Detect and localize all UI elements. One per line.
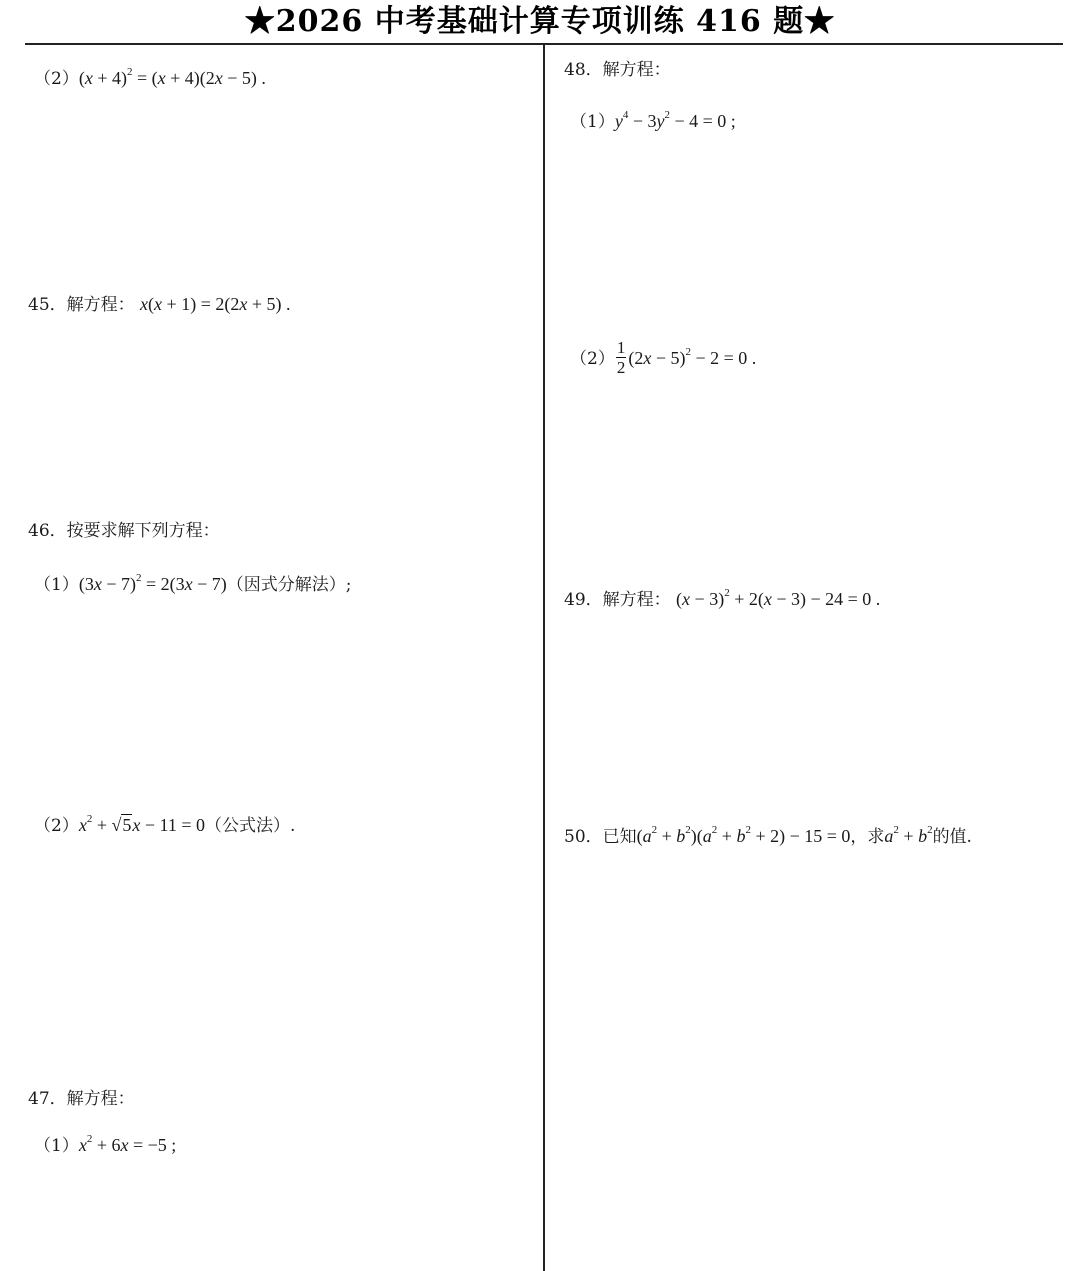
equation: $x^2 + √5x - 11 = 0$ bbox=[78, 813, 206, 835]
question-ask: ，求 bbox=[850, 827, 885, 847]
equation: $(x - 3)^2 + 2(x - 3) - 24 = 0$ . bbox=[676, 587, 881, 609]
column-divider bbox=[543, 45, 545, 1271]
question-number: 50． bbox=[564, 827, 603, 847]
question-number: 47． bbox=[28, 1089, 67, 1109]
question-number: 46． bbox=[28, 521, 67, 541]
part-label: （2） bbox=[34, 816, 79, 836]
question-48 bbox=[564, 58, 671, 82]
question-stem: 解方程： bbox=[602, 60, 671, 80]
method-note: （因式分解法）; bbox=[226, 575, 352, 595]
question-stem: 解方程： bbox=[66, 1089, 135, 1109]
question-number: 48． bbox=[564, 60, 603, 80]
part-label: （1） bbox=[34, 1136, 79, 1156]
q48-part2 bbox=[570, 340, 756, 379]
question-49 bbox=[564, 587, 880, 612]
q46-part1 bbox=[34, 572, 352, 597]
target-expression: $a^2 + b^2$ bbox=[884, 824, 933, 846]
equation: $y^4 - 3y^2 - 4 = 0$ ; bbox=[614, 109, 736, 131]
equation: $(a^2 + b^2)(a^2 + b^2 + 2) - 15 = 0$ bbox=[636, 824, 851, 846]
q46-part2 bbox=[34, 813, 295, 838]
fraction-one-half: $\frac{1}{2}$ bbox=[616, 338, 626, 377]
equation: $(3x - 7)^2 = 2(3x - 7)$ bbox=[78, 572, 227, 594]
part-label: （2） bbox=[34, 69, 79, 89]
method-note: （公式法）. bbox=[205, 816, 296, 836]
question-stem: 按要求解下列方程： bbox=[66, 521, 220, 541]
q47-part1 bbox=[34, 1133, 176, 1158]
question-46 bbox=[28, 519, 220, 543]
equation: $(x + 4)^2 = (x + 4)(2x - 5)$ . bbox=[78, 66, 266, 88]
equation: x(x + 1) = 2(2x + 5) . bbox=[140, 294, 291, 314]
equation: $(2x - 5)^2 - 2 = 0$ . bbox=[628, 346, 757, 368]
question-45 bbox=[28, 292, 291, 317]
equation: $x^2 + 6x = -5$ ; bbox=[78, 1133, 177, 1155]
part-label: （1） bbox=[570, 112, 615, 132]
question-number: 45． bbox=[28, 295, 67, 315]
question-number: 49． bbox=[564, 590, 603, 610]
question-stem: 已知 bbox=[602, 827, 637, 847]
part-label: （1） bbox=[34, 575, 79, 595]
question-47 bbox=[28, 1087, 135, 1111]
q44-part2 bbox=[34, 66, 266, 91]
q48-part1 bbox=[570, 109, 736, 134]
question-stem: 解方程： bbox=[602, 590, 671, 610]
question-stem: 解方程： bbox=[66, 295, 135, 315]
part-label: （2） bbox=[570, 349, 615, 369]
question-50 bbox=[564, 824, 972, 849]
page-title: ★2026 中考基础计算专项训练 416 题★ bbox=[244, 4, 836, 39]
question-tail: 的值. bbox=[932, 827, 972, 847]
